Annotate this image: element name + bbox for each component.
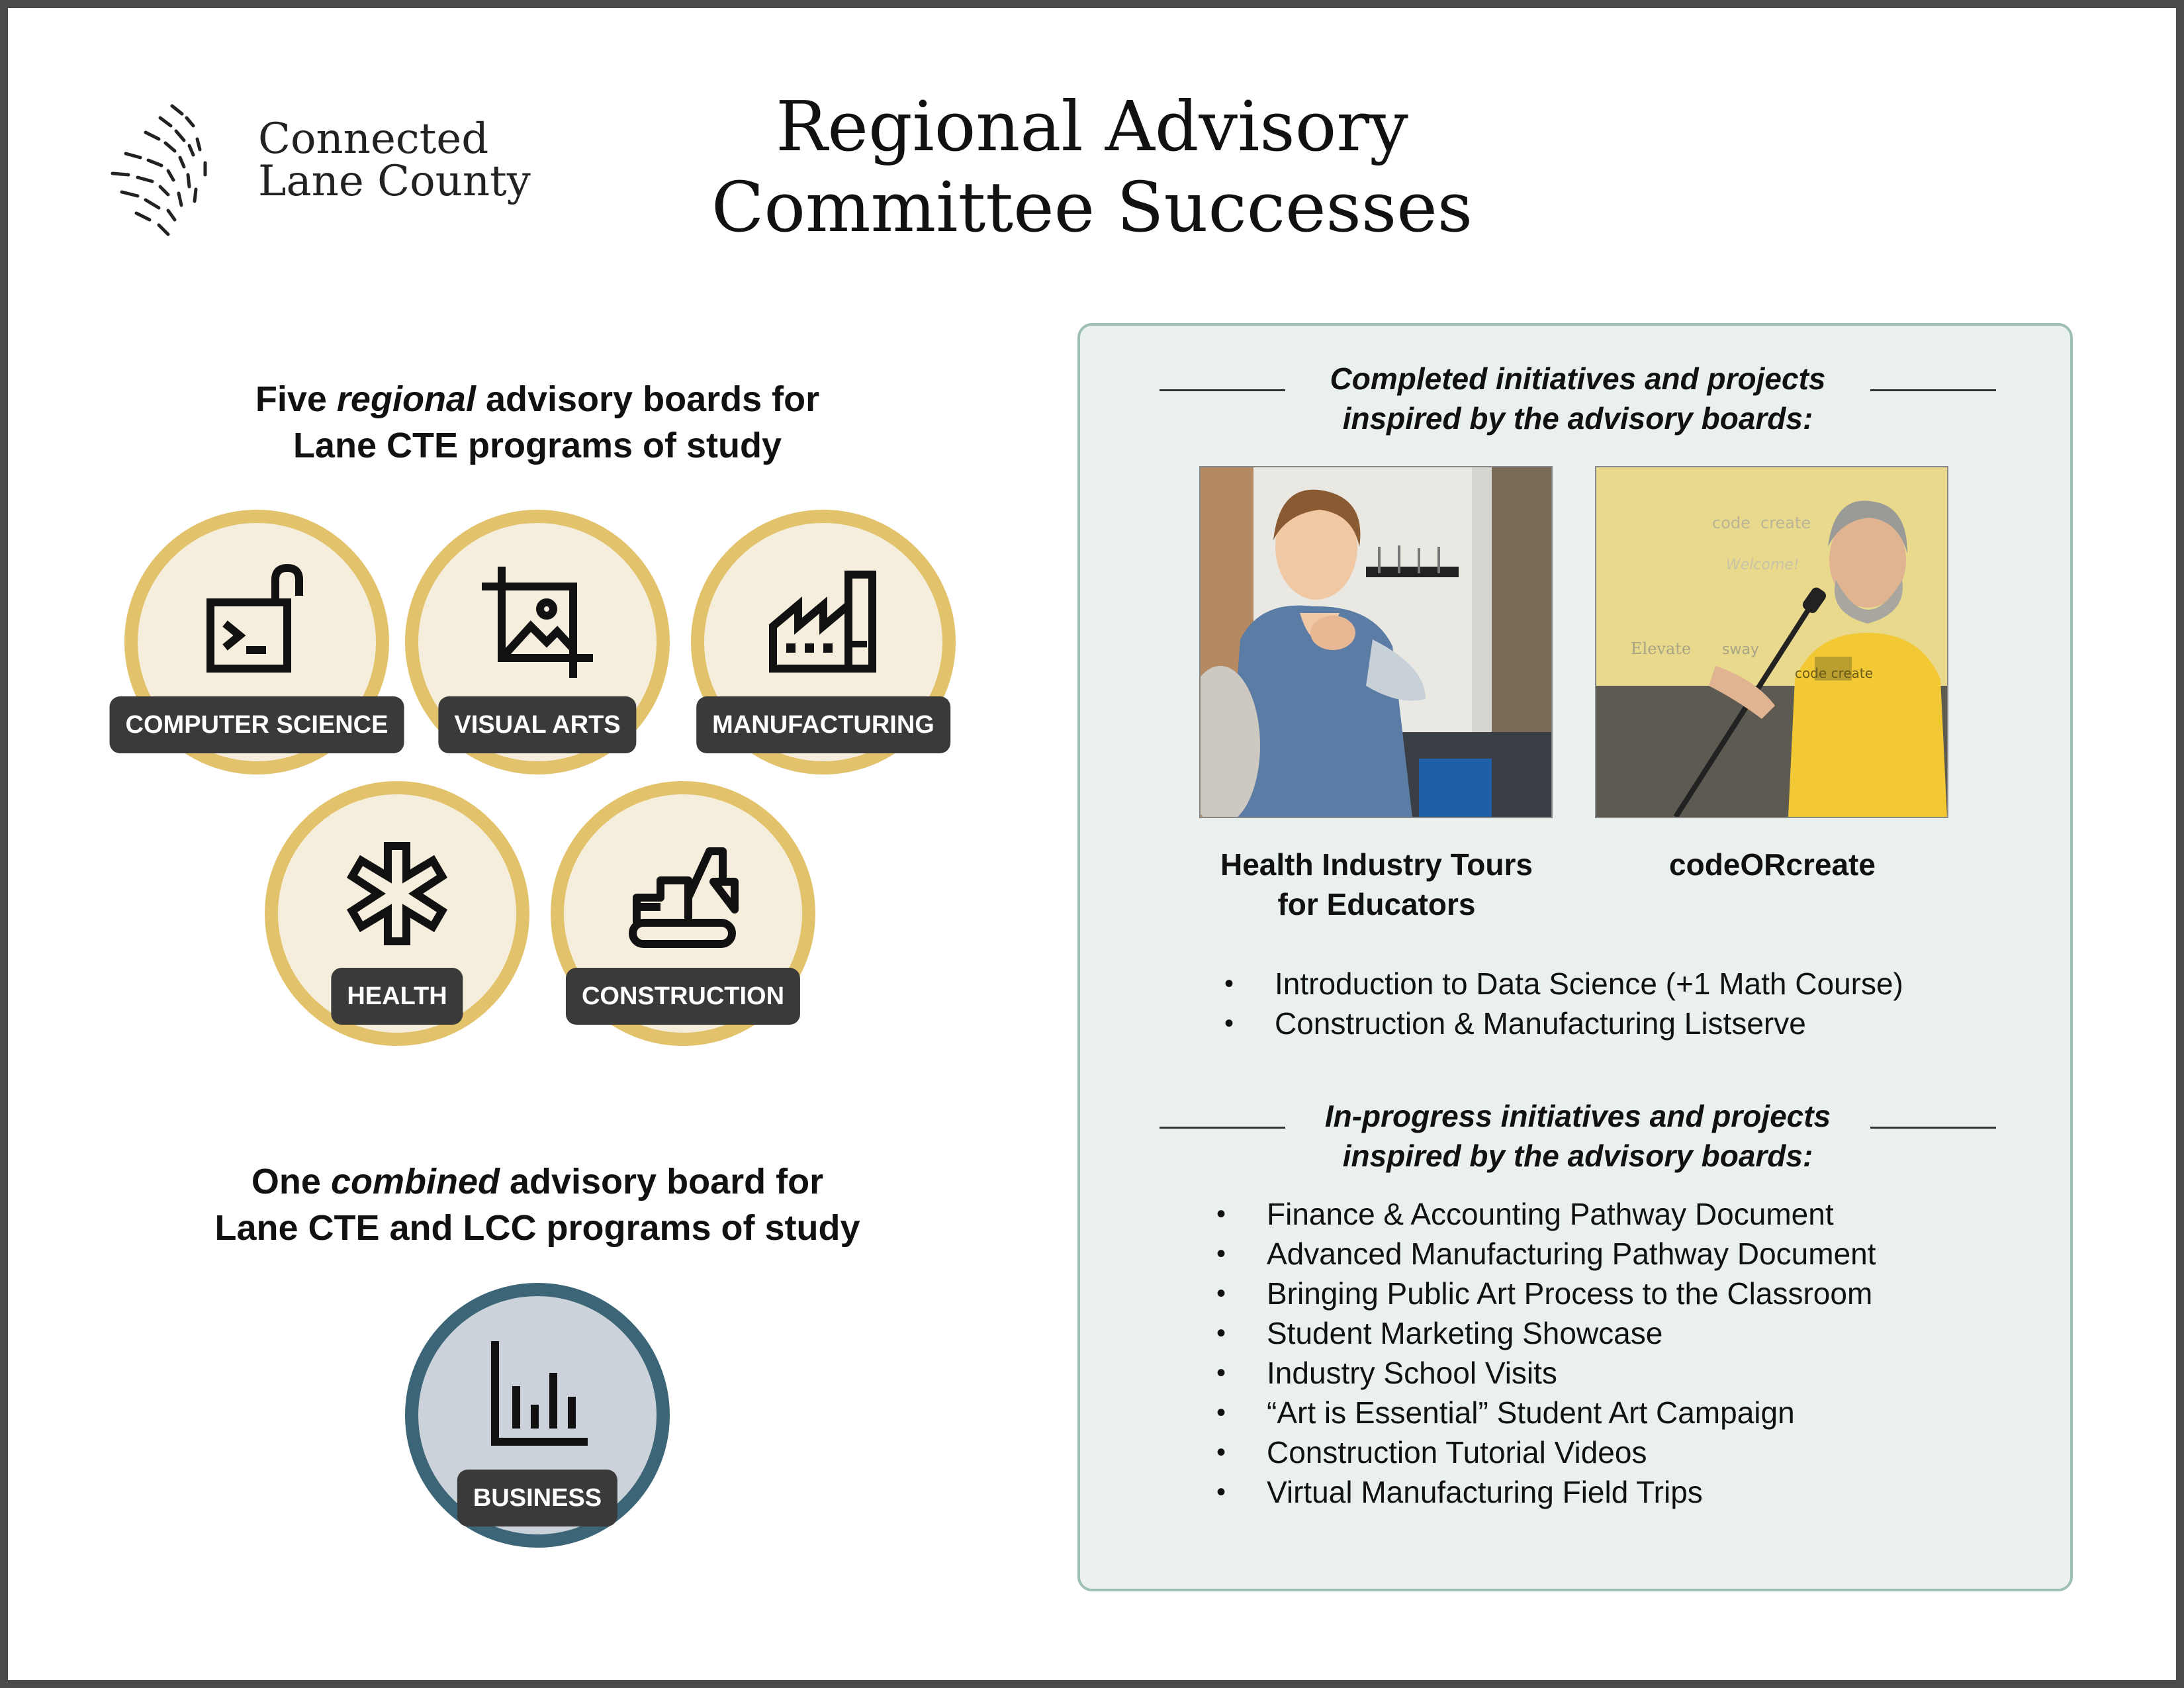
- in-progress-title-line1: In-progress initiatives and projects: [1324, 1099, 1831, 1133]
- list-item: • Industry School Visits: [1216, 1353, 1876, 1393]
- list-item: • Finance & Accounting Pathway Document: [1216, 1194, 1876, 1234]
- photo-health-industry-tours: [1199, 466, 1553, 818]
- sign-sway-text: sway: [1722, 641, 1759, 658]
- page-title-line1: Regional Advisory: [776, 86, 1408, 167]
- logo-line1: Connected: [258, 115, 489, 164]
- initiatives-panel: [1077, 323, 2073, 1591]
- badge-health: [265, 781, 529, 1046]
- five-boards-pre: Five: [255, 379, 337, 419]
- logo: [99, 99, 536, 245]
- photo-codeorcreate: [1595, 466, 1948, 818]
- combined-board-post: advisory board for: [499, 1162, 824, 1201]
- shirt-text: code create: [1795, 665, 1874, 681]
- badge-business: [405, 1283, 670, 1548]
- list-item: • Student Marketing Showcase: [1216, 1313, 1876, 1353]
- sign-create-text: create: [1760, 514, 1811, 532]
- codeorcreate-photo-illustration: [1596, 467, 1947, 817]
- sign-elevate-text: Elevate: [1631, 639, 1692, 658]
- five-boards-post: advisory boards for: [475, 379, 820, 419]
- badge-computer-science: [124, 510, 389, 774]
- page-title-line2: Committee Successes: [711, 167, 1473, 248]
- caption-health-line1: Health Industry Tours: [1220, 847, 1533, 882]
- in-progress-title: [1080, 1096, 2075, 1176]
- five-boards-line2: Lane CTE programs of study: [293, 426, 782, 465]
- list-item: • Construction Tutorial Videos: [1216, 1432, 1876, 1472]
- terminal-unlock-icon: [197, 563, 316, 682]
- completed-list: [1224, 964, 1903, 1043]
- caption-health-line2: for Educators: [1277, 887, 1476, 921]
- caption-codeorcreate-line1: codeORcreate: [1669, 847, 1876, 882]
- logo-line2: Lane County: [258, 157, 531, 206]
- excavator-icon: [623, 834, 743, 953]
- list-item: • Construction & Manufacturing Listserve: [1224, 1004, 1903, 1043]
- page-title: [662, 86, 1522, 248]
- sign-welcome-text: Welcome!: [1726, 557, 1799, 573]
- badge-manufacturing: [691, 510, 956, 774]
- badge-visual-arts: [405, 510, 670, 774]
- list-item: • “Art is Essential” Student Art Campaign: [1216, 1393, 1876, 1432]
- combined-board-pre: One: [251, 1162, 331, 1201]
- completed-title-line2: inspired by the advisory boards:: [1342, 401, 1813, 436]
- badge-construction: [551, 781, 815, 1046]
- caption-health-tours: [1178, 845, 1575, 924]
- bar-chart-icon: [478, 1336, 597, 1455]
- combined-board-line2: Lane CTE and LCC programs of study: [214, 1208, 860, 1248]
- completed-title: [1080, 359, 2075, 438]
- completed-title-line1: Completed initiatives and projects: [1330, 361, 1826, 396]
- badge-label: COMPUTER SCIENCE: [110, 696, 404, 753]
- badge-label: HEALTH: [331, 968, 463, 1025]
- five-boards-heading: [173, 376, 901, 469]
- list-item: • Virtual Manufacturing Field Trips: [1216, 1472, 1876, 1512]
- combined-board-em: combined: [330, 1162, 500, 1201]
- badge-label: VISUAL ARTS: [438, 696, 636, 753]
- crop-image-icon: [478, 563, 597, 682]
- logo-text: [258, 115, 531, 206]
- badge-label: CONSTRUCTION: [566, 968, 800, 1025]
- badge-label: BUSINESS: [457, 1470, 617, 1526]
- caption-codeorcreate: [1574, 845, 1971, 884]
- logo-mark-icon: [99, 99, 245, 245]
- health-photo-illustration: [1201, 467, 1551, 817]
- in-progress-title-line2: inspired by the advisory boards:: [1342, 1139, 1813, 1173]
- combined-board-heading: [173, 1158, 901, 1251]
- five-boards-em: regional: [336, 379, 476, 419]
- list-item: • Advanced Manufacturing Pathway Document: [1216, 1234, 1876, 1274]
- medical-star-icon: [338, 834, 457, 953]
- in-progress-list: [1216, 1194, 1876, 1512]
- sign-code-text: code: [1712, 514, 1751, 532]
- badge-label: MANUFACTURING: [696, 696, 950, 753]
- factory-icon: [764, 563, 883, 682]
- list-item: • Bringing Public Art Process to the Classroom: [1216, 1274, 1876, 1313]
- list-item: • Introduction to Data Science (+1 Math Course): [1224, 964, 1903, 1004]
